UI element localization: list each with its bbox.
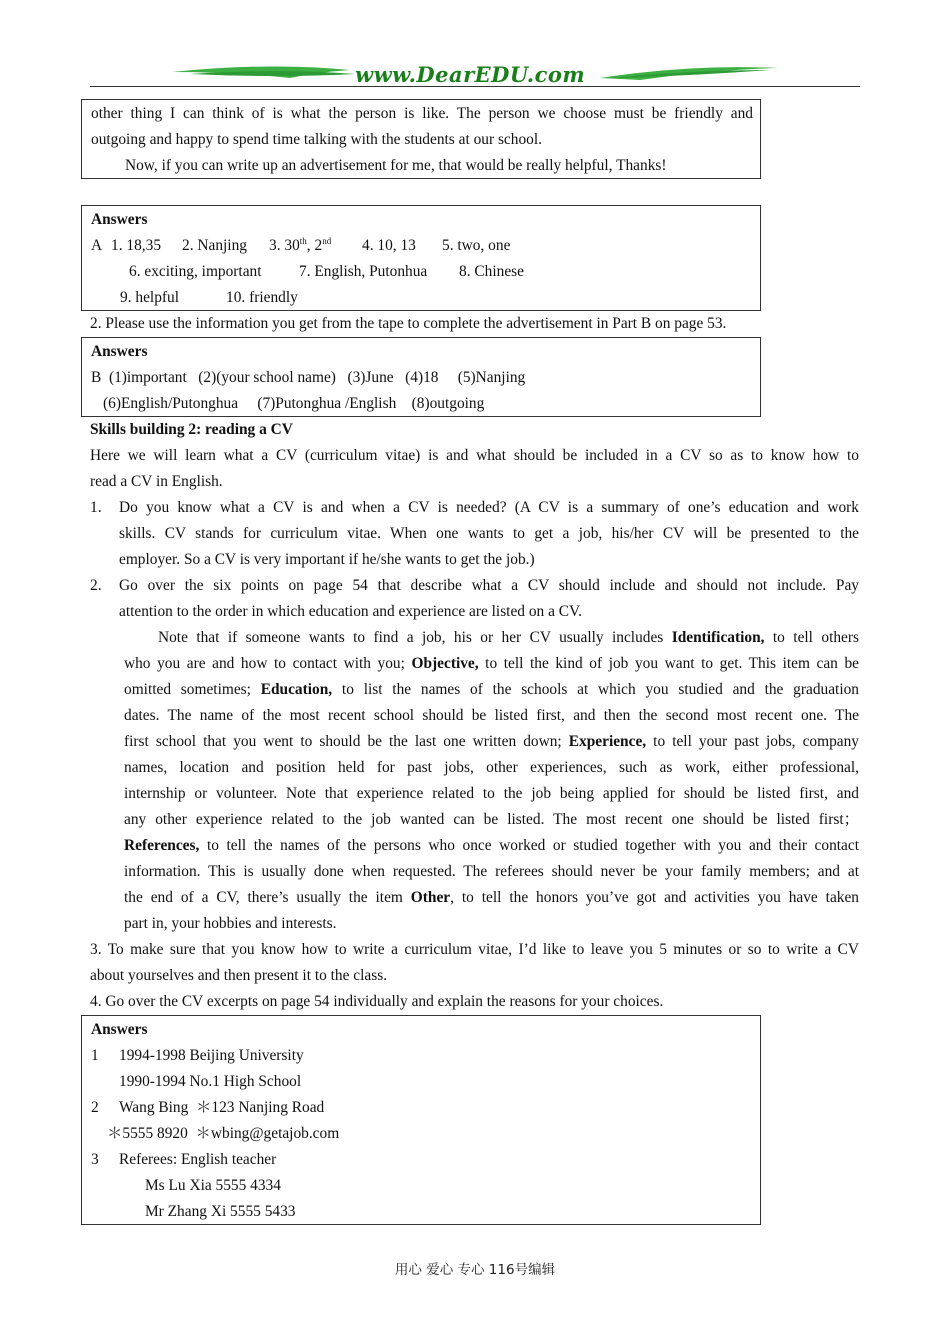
answer-b-row-1: B (1)important (2)(your school name) (3)June (4)18 (5)Nanjing: [91, 369, 526, 386]
box1-line-2: outgoing and happy to spend time talking with the students at our school.: [91, 131, 542, 148]
instruction-2: 2. Please use the information you get from the tape to complete the advertisement in Part B on page 53.: [90, 315, 727, 332]
cv-answer-3-line-1: Referees: English teacher: [119, 1151, 277, 1168]
continuation-box: [81, 99, 761, 179]
answer-a5: 5. two, one: [442, 237, 511, 254]
answer-a10: 10. friendly: [226, 289, 298, 306]
section-title: Skills building 2: reading a CV: [90, 421, 293, 438]
cv-answer-3-line-3: Mr Zhang Xi 5555 5433: [145, 1203, 296, 1220]
note-line-7: internship or volunteer. Note that experience related to the job being applied for should be listed first, and: [124, 785, 859, 802]
header-rule: [90, 86, 860, 87]
cv-answer-2-number: 2: [91, 1099, 99, 1116]
answers-heading: Answers: [91, 211, 148, 228]
answers-b-box: [81, 337, 761, 417]
cv-answer-2-line-2: ＊5555 8920 ＊wbing@getajob.com: [107, 1125, 340, 1142]
page-footer: 用心 爱心 专心 116号编辑: [394, 1262, 556, 1278]
answers-a-box: [81, 205, 761, 311]
cv-answer-3-line-2: Ms Lu Xia 5555 4334: [145, 1177, 281, 1194]
item-4: 4. Go over the CV excerpts on page 54 individually and explain the reasons for your choices.: [90, 993, 664, 1010]
answer-a2: 2. Nanjing: [182, 237, 247, 254]
item-1-number: 1.: [90, 499, 102, 516]
cv-answer-2-line-1: Wang Bing ＊123 Nanjing Road: [119, 1099, 325, 1116]
intro-line-1: Here we will learn what a CV (curriculum vitae) is and what should be included in a CV so as to know how to: [90, 447, 859, 464]
intro-line-2: read a CV in English.: [90, 473, 223, 490]
item-3-line-1: 3. To make sure that you know how to write a curriculum vitae, I’d like to leave you 5 minutes or so to write a CV: [90, 941, 859, 958]
note-line-6: names, location and position held for past jobs, other experiences, such as work, either professional,: [124, 759, 859, 776]
answers-cv-box: [81, 1015, 761, 1225]
item-1-line-3: employer. So a CV is very important if he/she wants to get the job.): [119, 551, 535, 568]
note-line-10: information. This is usually done when requested. The referees should never be your family members; and at: [124, 863, 859, 880]
item-1-line-1: Do you know what a CV is and when a CV is needed? (A CV is a summary of one’s education and work: [119, 499, 859, 516]
note-line-5: first school that you went to should be the last one written down; Experience, to tell your past jobs, company: [124, 733, 859, 750]
answer-a6: 6. exciting, important: [129, 263, 262, 280]
answer-a1: 1. 18,35: [111, 237, 162, 254]
item-2-line-1: Go over the six points on page 54 that describe what a CV should include and should not include. Pay: [119, 577, 859, 594]
item-2-line-2: attention to the order in which education and experience are listed on a CV.: [119, 603, 582, 620]
site-logo-text[interactable]: www.DearEDU.com: [355, 62, 586, 87]
answer-a7: 7. English, Putonhua: [299, 263, 428, 280]
answer-a9: 9. helpful: [120, 289, 179, 306]
answers-heading: Answers: [91, 343, 148, 360]
box1-line-1: other thing I can think of is what the person is like. The person we choose must be friendly and: [91, 105, 753, 122]
answers-heading: Answers: [91, 1021, 148, 1038]
item-2-number: 2.: [90, 577, 102, 594]
note-line-12: part in, your hobbies and interests.: [124, 915, 337, 932]
note-line-4: dates. The name of the most recent school should be listed first, and then the second most recent one. The: [124, 707, 859, 724]
answer-a4: 4. 10, 13: [362, 237, 416, 254]
answer-a-label: A: [91, 237, 103, 254]
item-1-line-2: skills. CV stands for curriculum vitae. When one wants to get a job, his/her CV will be presented to the: [119, 525, 859, 542]
answer-a8: 8. Chinese: [459, 263, 524, 280]
answer-a3: 3. 30th, 2nd: [269, 235, 332, 254]
note-line-8: any other experience related to the job wanted can be listed. The most recent one should be listed first；: [124, 811, 859, 828]
cv-answer-3-number: 3: [91, 1151, 99, 1168]
note-line-11: the end of a CV, there’s usually the item Other, to tell the honors you’ve got and activities you have taken: [124, 889, 860, 906]
item-3-line-2: about yourselves and then present it to the class.: [90, 967, 388, 984]
note-line-1: Note that if someone wants to find a job, his or her CV usually includes Identification, to tell others: [158, 629, 859, 646]
cv-answer-1-line-1: 1994-1998 Beijing University: [119, 1047, 304, 1064]
cv-answer-1-line-2: 1990-1994 No.1 High School: [119, 1073, 302, 1090]
cv-answer-1-number: 1: [91, 1047, 99, 1064]
note-line-3: omitted sometimes; Education, to list the names of the schools at which you studied and the graduation: [124, 681, 859, 698]
box1-line-3: Now, if you can write up an advertisement for me, that would be really helpful, Thanks!: [125, 157, 667, 174]
note-line-9: References, to tell the names of the persons who once worked or studied together with you and their contact: [124, 837, 859, 854]
answer-b-row-2: (6)English/Putonghua (7)Putonghua /English (8)outgoing: [103, 395, 485, 412]
note-line-2: who you are and how to contact with you; Objective, to tell the kind of job you want to get. This item can be: [124, 655, 859, 672]
